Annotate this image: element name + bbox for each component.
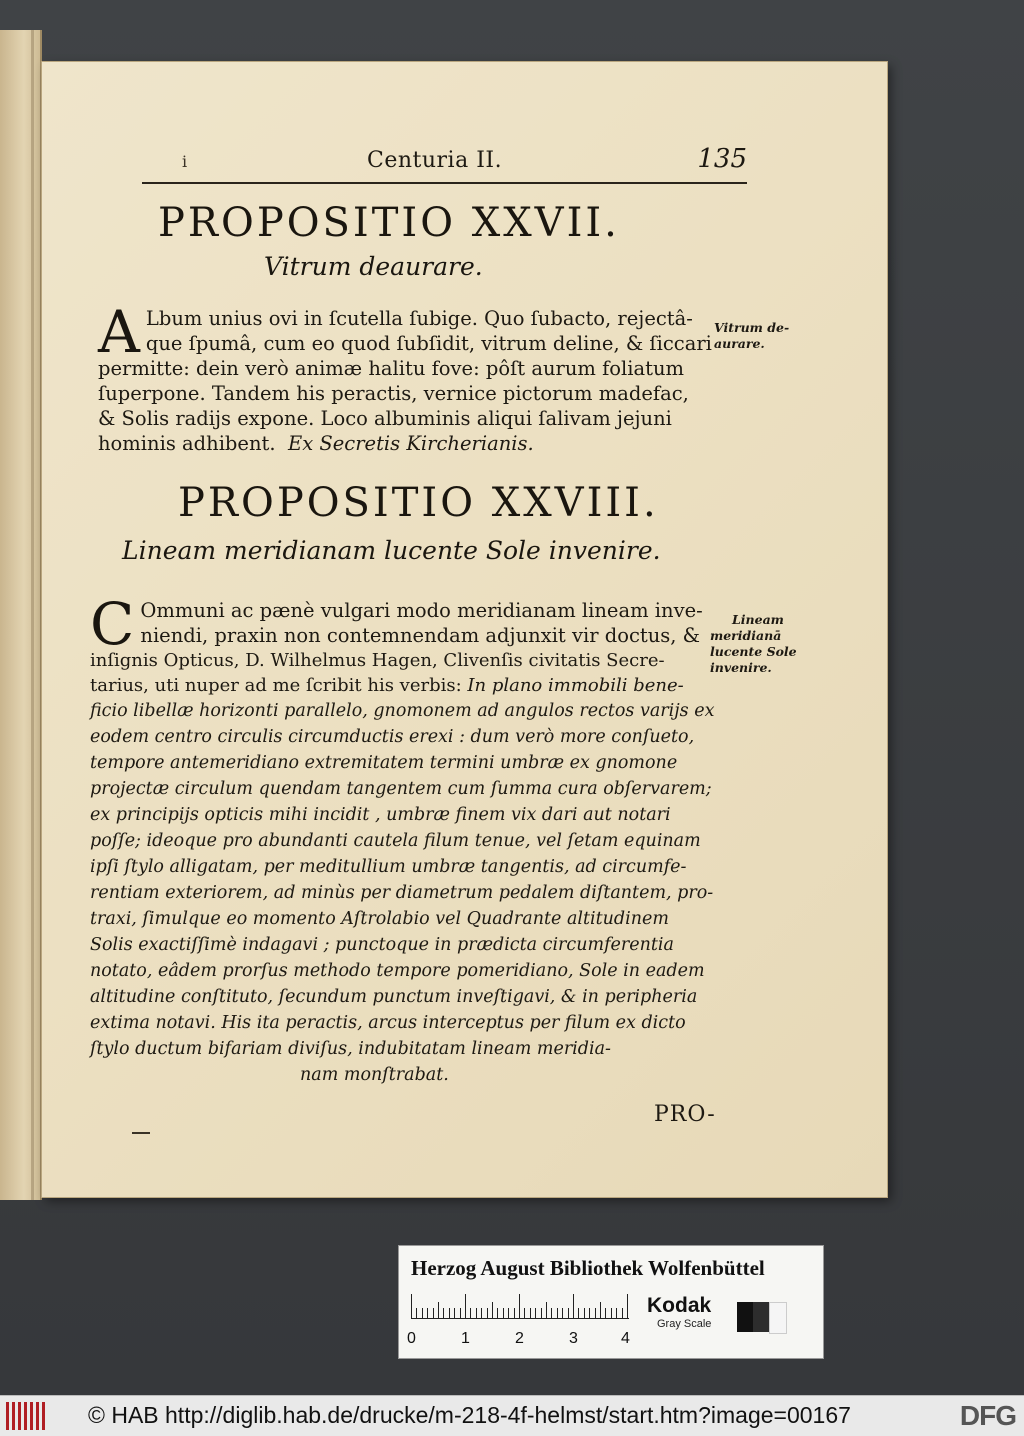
ruler-tick	[481, 1308, 482, 1318]
ruler-tick	[573, 1294, 574, 1318]
ruler-tick	[422, 1308, 423, 1318]
text-line: Ommuni ac pænè vulgari modo meridianam lineam inve-	[140, 599, 703, 622]
ruler-tick	[627, 1294, 628, 1318]
text-line: inſignis Opticus, D. Wilhelmus Hagen, Clivenſis civitatis Secre-	[90, 650, 665, 671]
ruler-tick	[551, 1308, 552, 1318]
text-line: & Solis radijs expone. Loco albuminis aliqui ſalivam jejuni	[98, 407, 672, 430]
running-head-title: Centuria II.	[367, 148, 503, 173]
ruler-tick	[460, 1308, 461, 1318]
book-page	[42, 62, 887, 1197]
ruler-tick	[416, 1308, 417, 1318]
gray-patch-white	[769, 1302, 787, 1334]
margin-note-line: aurare.	[714, 336, 765, 351]
text-line: ex principijs opticis mihi incidit , umbræ finem vix dari aut notari	[90, 805, 671, 825]
hab-logo-icon	[6, 1402, 46, 1430]
ruler-tick	[443, 1308, 444, 1318]
text-line: niendi, praxin non contemnendam adjunxit vir doctus, &	[140, 624, 701, 647]
catchword: PRO-	[654, 1102, 716, 1127]
gray-patch-dark	[753, 1302, 769, 1332]
dfg-logo: DFG	[959, 1400, 1016, 1431]
ruler-tick	[411, 1294, 412, 1318]
ruler-number: 3	[569, 1330, 578, 1347]
footer-bar	[0, 1395, 1024, 1436]
library-scale-label	[398, 1245, 824, 1359]
text-line: traxi, ſimulque eo momento Aſtrolabio vel Quadrante altitudinem	[90, 909, 669, 929]
gray-patch-black	[737, 1302, 753, 1332]
text-line: Lbum unius ovi in ſcutella ſubige. Quo ſubacto, rejectâ-	[145, 307, 693, 330]
ruler-tick	[508, 1308, 509, 1318]
text-line: projectæ circulum quendam tangentem cum ſumma cura obſervarem;	[90, 779, 712, 799]
text-fragment: tarius, uti nuper ad me ſcribit his verbis:	[90, 675, 462, 696]
margin-note-line: lucente Sole	[710, 644, 797, 659]
ruler-tick	[497, 1308, 498, 1318]
ruler-tick	[589, 1308, 590, 1318]
library-name: Herzog August Bibliothek Wolfenbüttel	[411, 1256, 765, 1280]
ruler-tick	[584, 1308, 585, 1318]
source-citation: Ex Secretis Kircherianis.	[287, 432, 534, 455]
running-head	[142, 142, 747, 184]
ruler-tick	[470, 1308, 471, 1318]
ruler-tick	[562, 1308, 563, 1318]
margin-note-27	[714, 320, 789, 352]
ruler-tick	[530, 1308, 531, 1318]
proposition-28-subtitle: Lineam meridianam lucente Sole invenire.	[122, 536, 661, 565]
ruler-tick	[541, 1308, 542, 1318]
text-line: nam monſtrabat.	[300, 1065, 449, 1085]
text-line: rentiam exteriorem, ad minùs per diametrum pedalem diſtantem, pro-	[90, 883, 714, 903]
margin-note-28	[710, 612, 797, 676]
text-line: que ſpumâ, cum eo quod ſubſidit, vitrum deline, & ſiccari	[145, 332, 712, 355]
ruler-tick	[557, 1308, 558, 1318]
proposition-28-heading: PROPOSITIO XXVIII.	[178, 480, 659, 526]
ruler-tick	[519, 1294, 520, 1318]
ruler-tick	[449, 1308, 450, 1318]
text-fragment: In plano immobili bene-	[467, 675, 684, 696]
margin-note-line: Lineam	[732, 612, 784, 627]
text-line: eodem centro circulis circumductis erexi : dum verò more conſueto,	[90, 727, 695, 747]
kodak-logo: Kodak	[647, 1294, 712, 1317]
text-line: ficio libellæ horizonti parallelo, gnomonem ad angulos rectos varijs ex	[90, 701, 715, 721]
page-number: 135	[697, 144, 747, 174]
text-line: Solis exactiſſimè indagavi ; punctoque in prædicta circumferentia	[90, 935, 674, 955]
ruler-number: 2	[515, 1330, 524, 1347]
ruler-tick	[427, 1308, 428, 1318]
ruler-tick	[568, 1308, 569, 1318]
ruler-tick	[578, 1308, 579, 1318]
copyright-url-text[interactable]: © HAB http://diglib.hab.de/drucke/m-218-4f-helmst/start.htm?image=00167	[88, 1402, 851, 1428]
ruler-tick	[524, 1308, 525, 1318]
ruler-tick	[611, 1308, 612, 1318]
text-line: altitudine conſtituto, ſecundum punctum inveſtigavi, & in peripheria	[90, 987, 698, 1007]
dropcap: A	[98, 298, 140, 366]
page-mark	[132, 1132, 150, 1134]
ruler-tick	[546, 1302, 547, 1318]
gray-scale-text: Gray Scale	[657, 1318, 712, 1330]
text-line: tempore antemeridiano extremitatem termini umbræ ex gnomone	[90, 753, 678, 773]
ruler-tick	[595, 1308, 596, 1318]
margin-note-line: meridianā	[710, 628, 782, 643]
ruler-tick	[622, 1308, 623, 1318]
text-line: permitte: dein verò animæ halitu fove: pôſt aurum foliatum	[98, 357, 685, 380]
text-line: ſtylo ductum bifariam diviſus, indubitatam lineam meridia-	[90, 1039, 611, 1059]
text-fragment: hominis adhibent.	[98, 432, 276, 455]
text-line	[90, 673, 710, 698]
ruler-tick	[492, 1302, 493, 1318]
ruler-number: 0	[407, 1330, 416, 1347]
dropcap: C	[90, 590, 135, 658]
ruler-tick	[433, 1308, 434, 1318]
ruler-tick	[503, 1308, 504, 1318]
ruler-tick	[476, 1308, 477, 1318]
ruler-tick	[465, 1294, 466, 1318]
text-line: poſſe; ideoque pro abundanti cautela filum tenue, vel ſetam equinam	[90, 831, 701, 851]
ruler-tick	[487, 1308, 488, 1318]
proposition-27-subtitle: Vitrum deaurare.	[264, 252, 483, 281]
quoted-letter	[90, 698, 715, 1088]
margin-note-line: invenire.	[710, 660, 772, 675]
text-line: ipſi ſtylo alligatam, per meditullium umbræ tangentis, ad circumfe-	[90, 857, 687, 877]
proposition-27-heading: PROPOSITIO XXVII.	[158, 200, 620, 246]
text-line: extima notavi. His ita peractis, arcus interceptus per filum ex dicto	[90, 1013, 686, 1033]
ruler-number: 1	[461, 1330, 470, 1347]
ruler-tick	[454, 1308, 455, 1318]
facing-page-edge	[0, 30, 42, 1200]
ruler-scale	[411, 1294, 629, 1319]
ruler-tick	[438, 1302, 439, 1318]
ruler-tick	[605, 1308, 606, 1318]
ruler-tick	[616, 1308, 617, 1318]
proposition-27-text	[98, 298, 712, 456]
text-line: notato, eâdem prorſus methodo tempore pomeridiano, Sole in eadem	[90, 961, 705, 981]
text-line: ſuperpone. Tandem his peractis, vernice pictorum madefac,	[98, 382, 689, 405]
margin-note-line: Vitrum de-	[714, 320, 790, 335]
ruler-tick	[514, 1308, 515, 1318]
ruler-tick	[600, 1302, 601, 1318]
ruler-tick	[535, 1308, 536, 1318]
ruler-number: 4	[621, 1330, 630, 1347]
proposition-28-text	[90, 590, 715, 1088]
text-line	[98, 431, 708, 456]
running-head-mark: i	[182, 152, 188, 171]
